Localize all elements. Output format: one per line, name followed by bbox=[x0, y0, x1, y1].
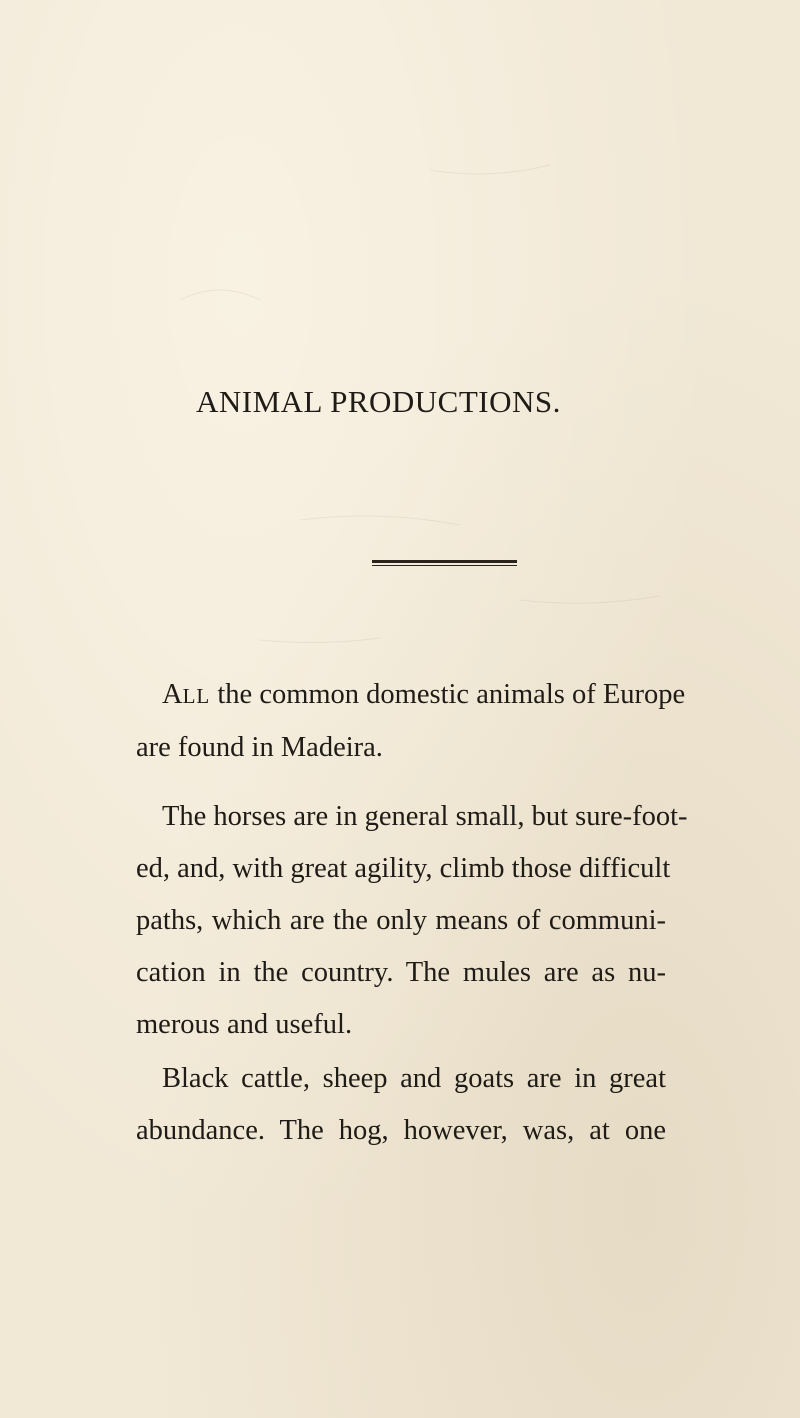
paragraph-line: abundance. The hog, however, was, at one bbox=[136, 1115, 666, 1146]
paragraph-domestic-animals bbox=[136, 669, 686, 774]
paragraph-line: Black cattle, sheep and goats are in great bbox=[162, 1063, 666, 1094]
paragraph-line bbox=[136, 669, 686, 722]
paragraph-cattle bbox=[136, 1053, 666, 1157]
line-text: the common domestic animals of Europe bbox=[210, 679, 686, 710]
small-caps-rest: LL bbox=[182, 684, 211, 708]
chapter-heading: ANIMAL PRODUCTIONS. bbox=[196, 384, 561, 419]
paragraph-line: are found in Madeira. bbox=[136, 732, 383, 763]
rule-thin-line bbox=[372, 565, 517, 566]
paragraph-line: paths, which are the only means of communi- bbox=[136, 905, 666, 936]
paragraph-line: The horses are in general small, but sure-foot- bbox=[162, 801, 688, 832]
paragraph-line: merous and useful. bbox=[136, 1009, 353, 1040]
small-caps-initial: A bbox=[162, 679, 183, 710]
paragraph-line: cation in the country. The mules are as nu- bbox=[136, 957, 666, 988]
ornamental-rule bbox=[372, 560, 517, 566]
rule-thick-line bbox=[372, 560, 517, 563]
paragraph-horses bbox=[136, 791, 688, 1051]
paragraph-line: ed, and, with great agility, climb those difficult bbox=[136, 853, 671, 884]
